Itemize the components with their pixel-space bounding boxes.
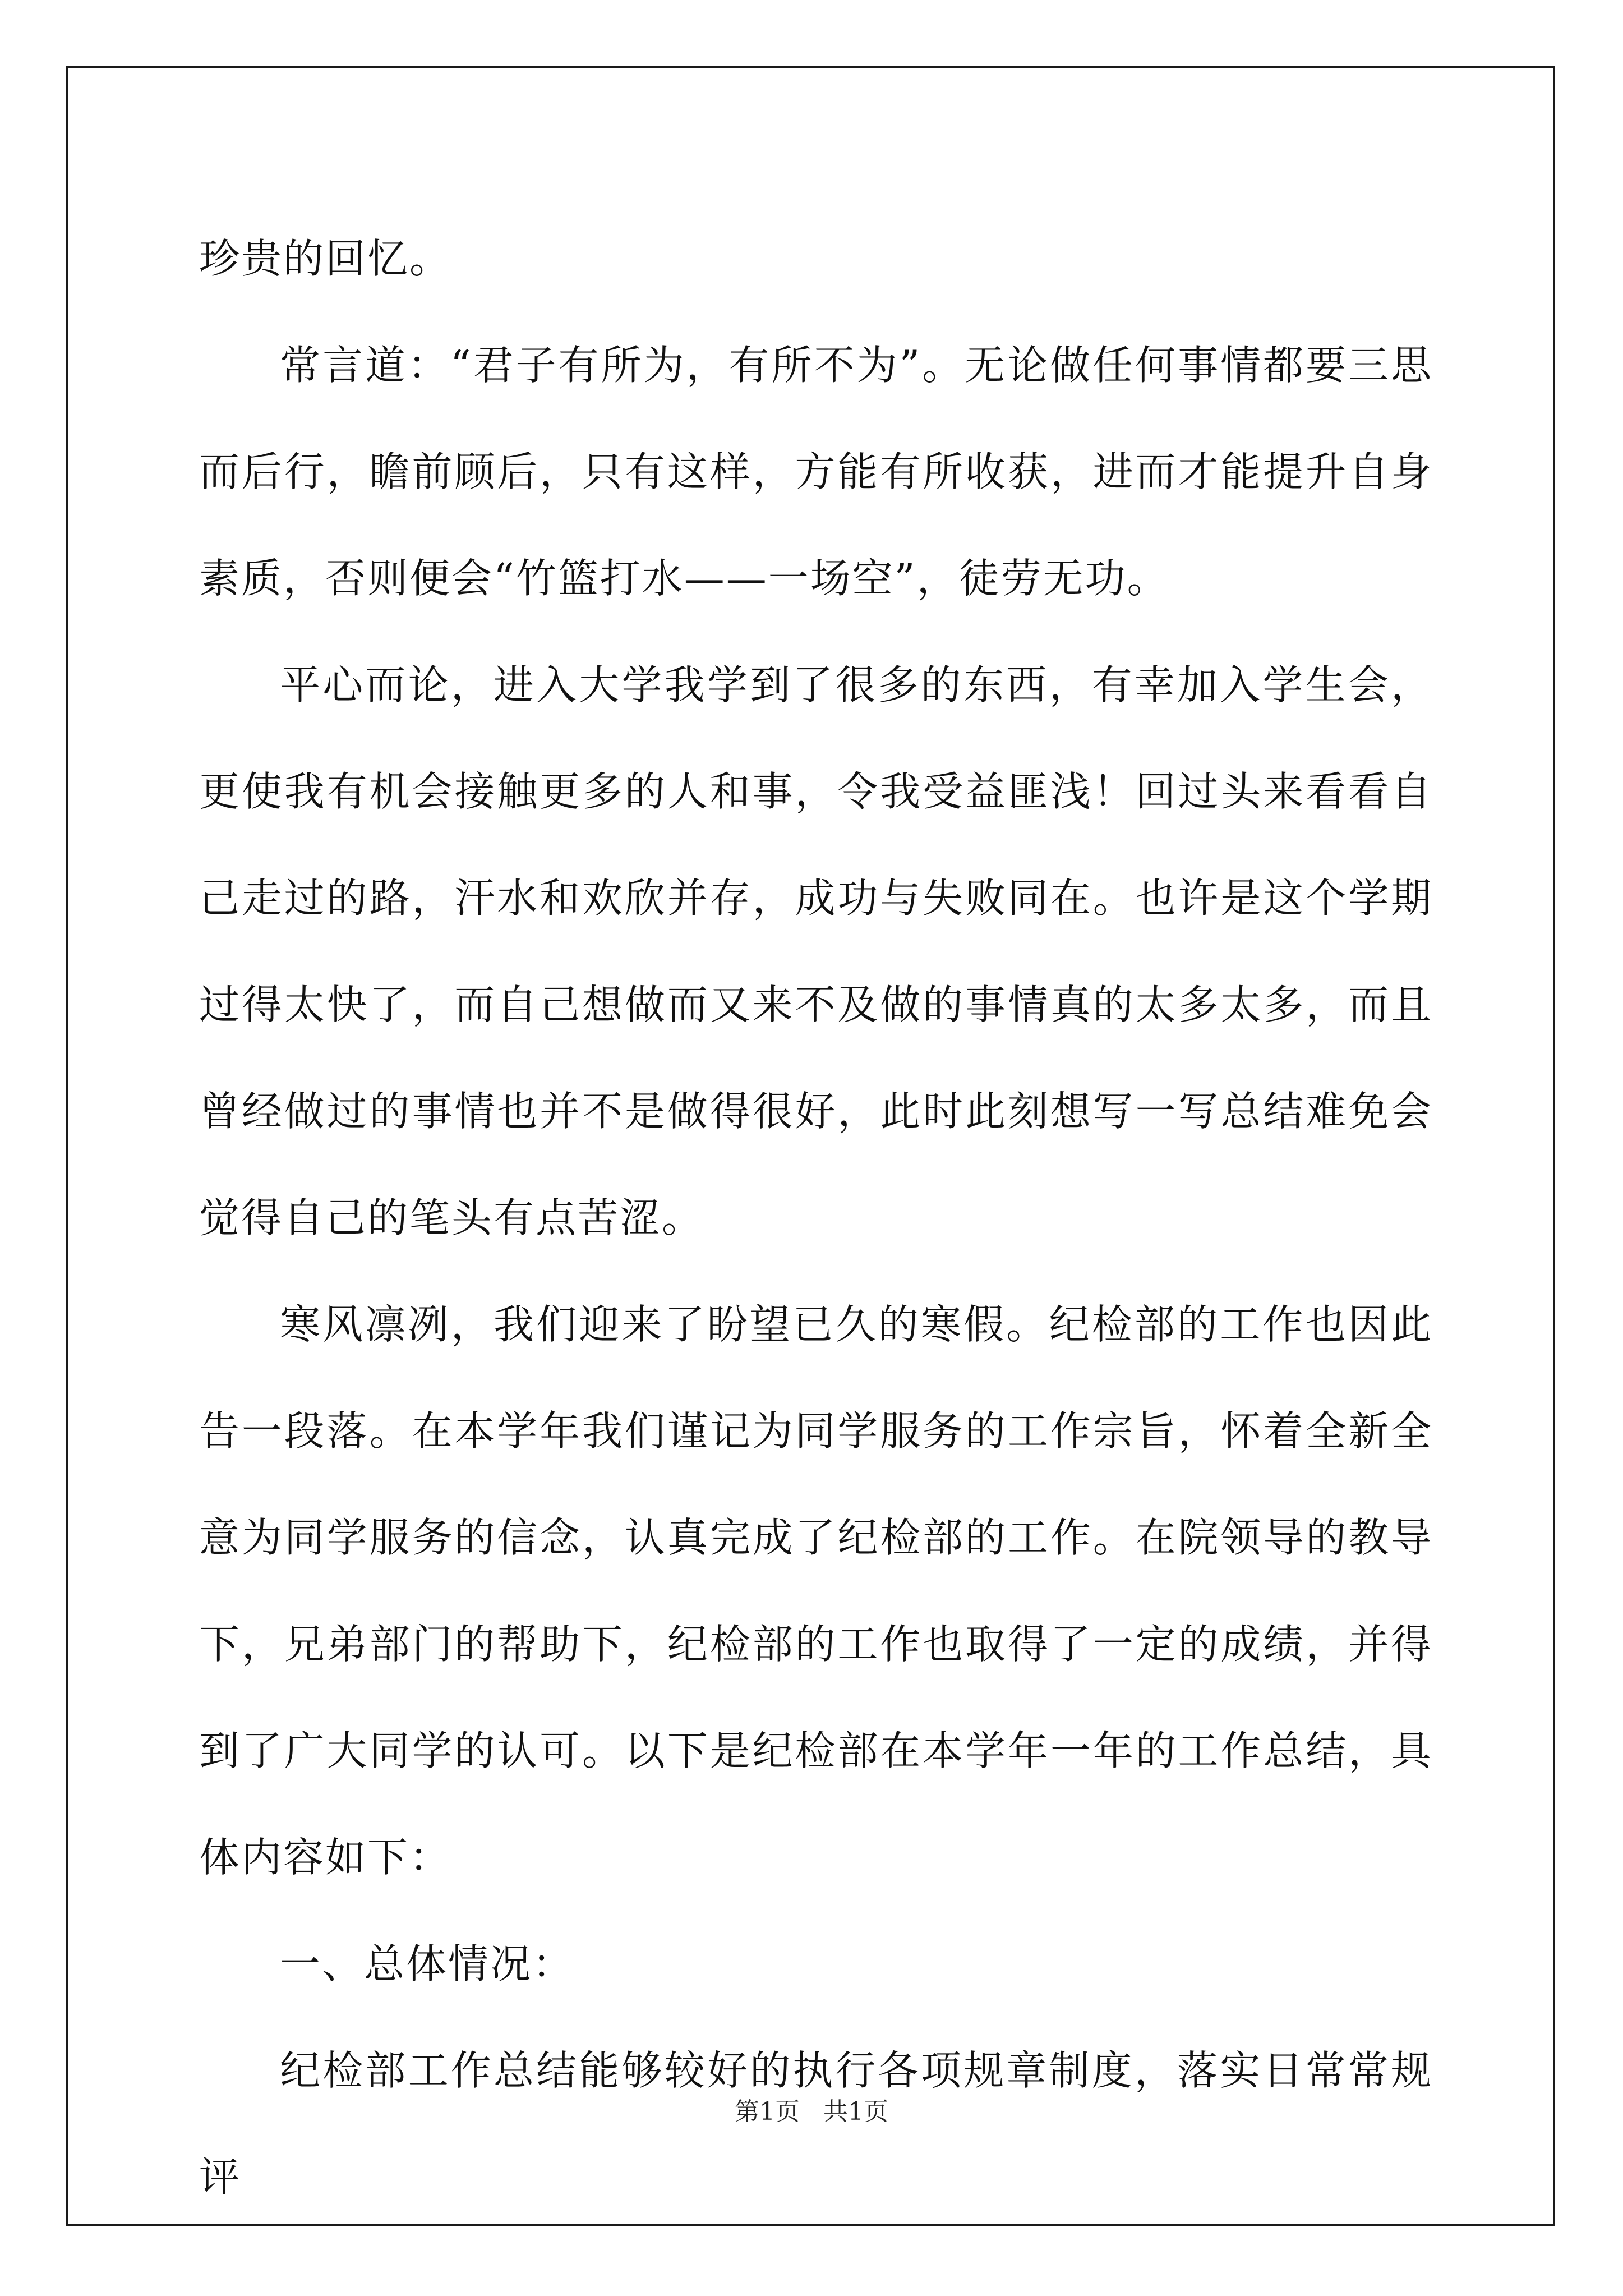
paragraph-4: 寒风凛冽，我们迎来了盼望已久的寒假。纪检部的工作也因此告一段落。在本学年我们谨记为同学服务的工作宗旨，怀着全新全意为同学服务的信念，认真完成了纪检部的工作。在院领导的教导下，兄弟部门的帮助下，纪检部的工作也取得了一定的成绩，并得到了广大同学的认可。以下是纪检部在本学年一年的工作总结，具体内容如下： <box>199 1301 1433 1881</box>
paragraph-5: 纪检部工作总结能够较好的执行各项规章制度，落实日常常规评 <box>199 2047 1433 2201</box>
paragraph-2: 常言道：“君子有所为，有所不为”。无论做任何事情都要三思而后行，瞻前顾后，只有这样，方能有所收获，进而才能提升自身素质，否则便会“竹篮打水——一场空”，徒劳无功。 <box>199 342 1433 602</box>
document-body <box>199 205 1433 2230</box>
section-heading: 一、总体情况： <box>280 1940 575 1987</box>
page-number: 第1页 <box>735 2097 800 2126</box>
page-total: 共1页 <box>823 2097 888 2126</box>
paragraph-1: 珍贵的回忆。 <box>199 235 452 282</box>
footer-gap <box>800 2097 823 2126</box>
paragraph-3: 平心而论，进入大学我学到了很多的东西，有幸加入学生会，更使我有机会接触更多的人和事，令我受益匪浅！回过头来看看自己走过的路，汗水和欢欣并存，成功与失败同在。也许是这个学期过得太快了，而自己想做而又来不及做的事情真的太多太多，而且曾经做过的事情也并不是做得很好，此时此刻想写一写总结难免会觉得自己的笔头有点苦涩。 <box>199 661 1433 1241</box>
page-footer <box>0 2091 1623 2127</box>
